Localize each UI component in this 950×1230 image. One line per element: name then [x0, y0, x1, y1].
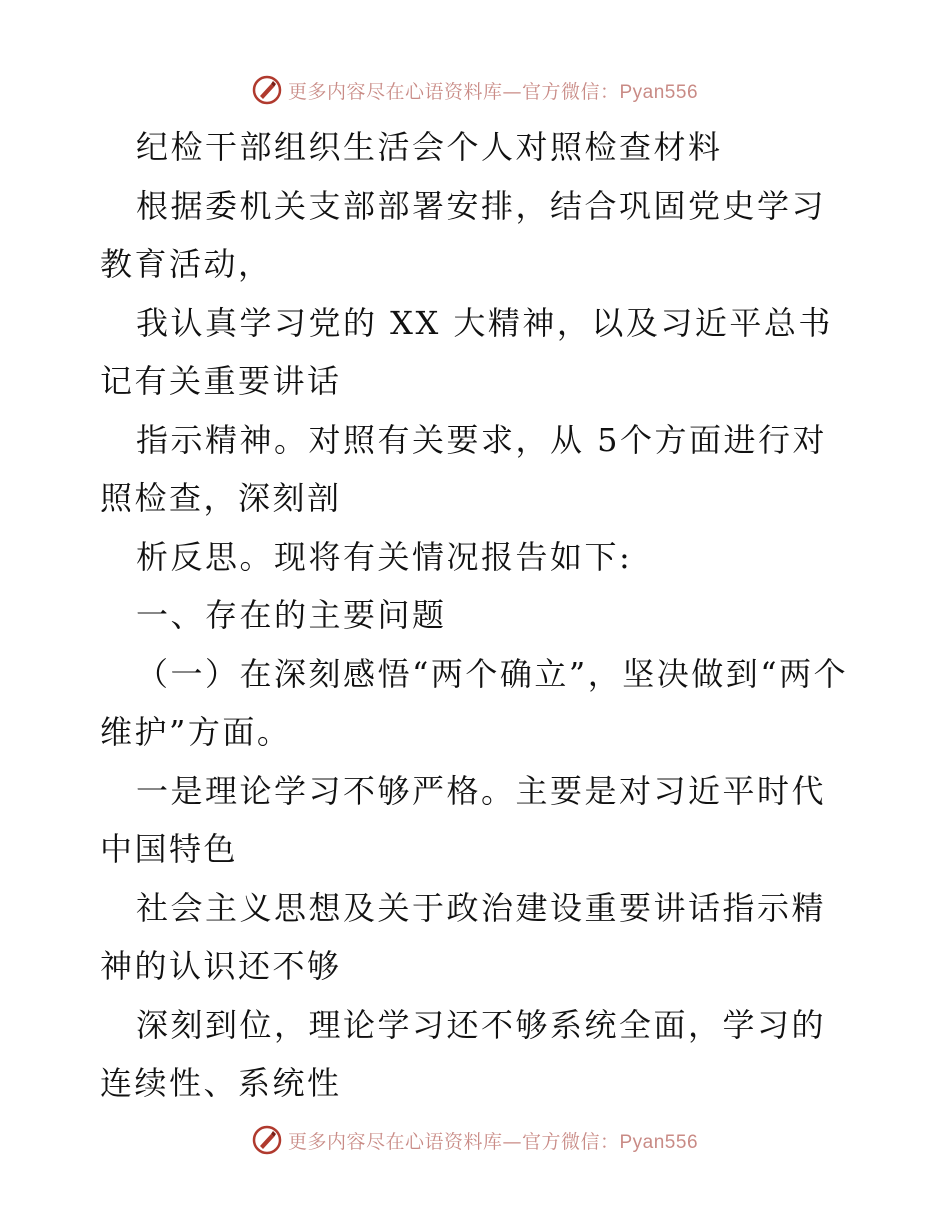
header-watermark	[0, 70, 950, 110]
watermark-text: 更多内容尽在心语资料库—官方微信：Pyan556	[287, 80, 699, 103]
subsection-heading: （一）在深刻感悟“两个确立”，坚决做到“两个维护”方面。	[100, 654, 849, 751]
paragraph: 社会主义思想及关于政治建设重要讲话指示精神的认识还不够	[100, 888, 827, 985]
paragraph: 一是理论学习不够严格。主要是对习近平时代中国特色	[100, 771, 827, 868]
paragraph: 根据委机关支部部署安排，结合巩固党史学习教育活动，	[100, 186, 827, 283]
watermark-text: 更多内容尽在心语资料库—官方微信：Pyan556	[287, 1130, 699, 1153]
paragraph: 指示精神。对照有关要求，从 5个方面进行对照检查，深刻剖	[100, 420, 828, 517]
paragraph: 我认真学习党的 XX 大精神，以及习近平总书记有关重要讲话	[100, 303, 833, 400]
seal-logo-icon	[252, 1125, 282, 1155]
footer-watermark	[0, 1120, 950, 1160]
paragraph: 析反思。现将有关情况报告如下:	[136, 537, 633, 576]
paragraph: 深刻到位，理论学习还不够系统全面，学习的连续性、系统性	[100, 1005, 827, 1102]
document-body	[100, 118, 860, 1113]
seal-logo-icon	[252, 75, 282, 105]
section-heading: 一、存在的主要问题	[136, 596, 447, 634]
watermark-handle: Pyan556	[619, 81, 699, 103]
document-title: 纪检干部组织生活会个人对照检查材料	[136, 128, 723, 166]
watermark-handle: Pyan556	[619, 1131, 699, 1153]
